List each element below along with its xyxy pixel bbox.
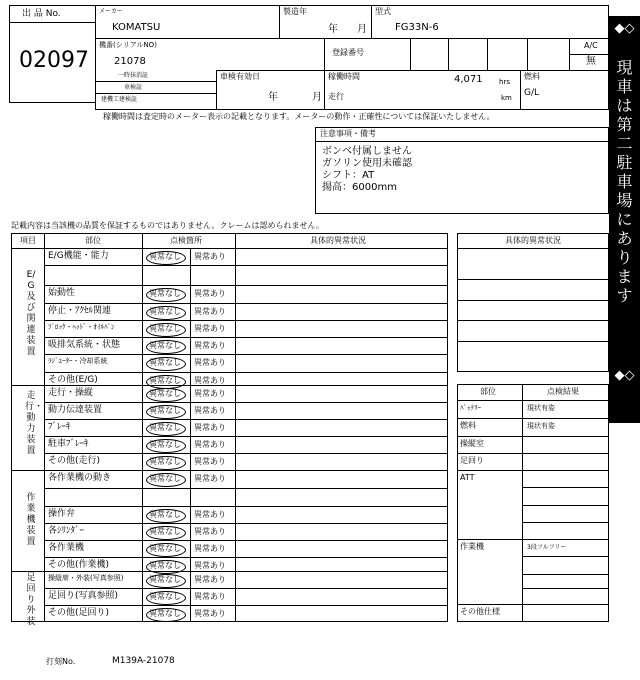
status-ng-label: 異常あり [194, 510, 226, 519]
row-divider [44, 354, 448, 355]
part-label: その他(作業機) [48, 560, 110, 570]
part-result: 現状有姿 [527, 422, 555, 430]
group-divider [11, 571, 448, 572]
status-ng-label: 異常あり [194, 376, 226, 385]
row-divider [44, 557, 448, 558]
row-divider [44, 506, 448, 507]
row-divider [44, 523, 448, 524]
row-divider [44, 337, 448, 338]
status-ok-label: 異常なし [149, 423, 181, 432]
right-table-header: 具体的異常状況 [505, 236, 561, 245]
part-label: E/G機能・能力 [48, 251, 109, 261]
status-ng-label: 異常あり [194, 324, 226, 333]
travel-unit: km [501, 94, 512, 102]
status-ok-label: 異常なし [149, 307, 181, 316]
part-label: 走行・操縦 [48, 388, 94, 398]
status-ng-label: 異常あり [194, 440, 226, 449]
row-divider [44, 605, 448, 606]
col-header-check: 点検箇所 [170, 236, 202, 245]
hours-label: 稼働時間 [328, 72, 360, 81]
part-label: 操作弁 [48, 509, 76, 519]
group-divider [11, 470, 448, 471]
status-ng-label: 異常あり [194, 289, 226, 298]
status-ng-label: 異常あり [194, 592, 226, 601]
status-ng-label: 異常あり [194, 609, 226, 618]
ac-label: A/C [584, 41, 598, 50]
group-divider [11, 248, 448, 249]
status-ng-label: 異常あり [194, 358, 226, 367]
status-ng-label: 異常あり [194, 307, 226, 316]
status-ok-label: 異常なし [149, 440, 181, 449]
status-ok-label: 異常なし [149, 544, 181, 553]
status-ng-label: 異常あり [194, 474, 226, 483]
status-ok-label: 異常なし [149, 592, 181, 601]
fuel-value: G/L [524, 88, 540, 98]
status-ng-label: 異常あり [194, 406, 226, 415]
status-ok-label: 異常なし [149, 527, 181, 536]
status-ok-label: 異常なし [149, 358, 181, 367]
part-label: ﾗｼﾞｴｰﾀｰ・冷却系統 [48, 357, 108, 365]
status-ng-label: 異常あり [194, 341, 226, 350]
fuel-label: 燃料 [524, 72, 540, 81]
status-ng-label: 異常あり [194, 457, 226, 466]
inspection-date-label: 車検有効日 [220, 72, 260, 81]
stamp-value: M139A-21078 [112, 656, 175, 666]
col-header-item: 項目 [20, 236, 36, 245]
col-header-part: 部位 [85, 236, 101, 245]
check-divider [190, 248, 191, 622]
year-label: 製造年 [283, 7, 307, 16]
hours-unit: hrs [499, 78, 510, 86]
maker-value: KOMATSU [112, 22, 161, 33]
row-divider [44, 265, 448, 266]
part-label: その他(E/G) [48, 375, 98, 385]
cert-temporary-label: 一時抹消証 [118, 72, 149, 79]
month-unit: 月 [357, 24, 367, 35]
status-ok-label: 異常なし [149, 324, 181, 333]
hours-notice: 稼働時間は査定時のメーター表示の記載となります。メーターの動作・正確性については保証いたしません。 [103, 112, 495, 121]
part-name: 足回り [460, 456, 484, 465]
location-banner [609, 16, 640, 423]
status-ng-label: 異常あり [194, 575, 226, 584]
cert-construction-label: 建機工建検証 [101, 96, 138, 103]
status-ok-label: 異常なし [149, 406, 181, 415]
inspection-year-unit: 年 [268, 92, 278, 103]
part-label: 始動性 [48, 288, 76, 298]
parts-header-part: 部位 [480, 387, 496, 396]
part-label: その他(足回り) [48, 608, 110, 618]
part-label: 吸排気系統・状態 [48, 340, 121, 350]
notes-line: ガソリン使用未確認 [322, 158, 412, 169]
row-divider [44, 419, 448, 420]
model-value: FG33N-6 [395, 22, 439, 33]
part-name: 燃料 [460, 421, 476, 430]
status-ok-label: 異常なし [149, 389, 181, 398]
status-ng-label: 異常あり [194, 252, 226, 261]
part-result: 現状有姿 [527, 404, 555, 412]
parts-header-result: 点検結果 [547, 387, 579, 396]
row-divider [44, 285, 448, 286]
status-ng-label: 異常あり [194, 423, 226, 432]
disclaimer: 記載内容は当該機の品質を保証するものではありません。クレームは認められません。 [11, 221, 324, 230]
diamond-icon: ◆◇ [614, 368, 635, 383]
status-ok-label: 異常なし [149, 376, 181, 385]
part-label: 各ｼﾘﾝﾀﾞｰ [48, 526, 85, 536]
status-ng-label: 異常あり [194, 389, 226, 398]
group-label-engine: E/G及び関連装置 [26, 270, 36, 357]
part-label: 操縦席・外装(写真参照) [48, 574, 124, 582]
part-label: 足回り(写真参照) [48, 591, 119, 601]
location-text: 現車は第二駐車場にあります [616, 58, 633, 305]
row-divider [44, 588, 448, 589]
registration-label: 登録番号 [332, 48, 364, 57]
status-ok-label: 異常なし [149, 252, 181, 261]
group-divider [11, 385, 448, 386]
stamp-label: 打刻No. [46, 657, 76, 666]
row-divider [44, 303, 448, 304]
row-divider [44, 488, 448, 489]
lot-number: 02097 [19, 48, 89, 73]
row-divider [44, 402, 448, 403]
hours-value: 4,071 [454, 74, 483, 85]
part-label: 停止・ｱｸｾﾙ関連 [48, 306, 112, 316]
status-ok-label: 異常なし [149, 457, 181, 466]
part-name: 作業機 [460, 542, 484, 551]
part-name: ﾊﾞｯﾃﾘｰ [460, 404, 481, 412]
travel-label: 走行 [328, 92, 344, 101]
ac-value: 無 [586, 56, 596, 67]
group-label-work: 作業機装置 [26, 493, 36, 547]
status-ok-label: 異常なし [149, 289, 181, 298]
part-label: 動力伝達装置 [48, 405, 103, 415]
status-ok-label: 異常なし [149, 341, 181, 350]
part-label: その他(走行) [48, 456, 101, 466]
part-label: ﾌﾞﾚｰｷ [48, 422, 71, 432]
col-header-detail: 具体的異常状況 [310, 236, 366, 245]
status-ng-label: 異常あり [194, 544, 226, 553]
group-label-drive: 走行・動力装置 [25, 391, 44, 456]
status-ok-label: 異常なし [149, 510, 181, 519]
status-ok-label: 異常なし [149, 474, 181, 483]
part-result: 3段フルフリー [527, 544, 567, 551]
status-ok-label: 異常なし [149, 561, 181, 570]
group-label-undercarriage: 足回り外装 [26, 573, 36, 627]
inspection-month-unit: 月 [312, 92, 322, 103]
year-unit: 年 [328, 24, 338, 35]
model-label: 型式 [375, 7, 391, 16]
part-name: その他仕様 [460, 607, 500, 616]
lot-number-label: 出 品 No. [22, 9, 61, 19]
part-label: 各作業機の動き [48, 473, 112, 483]
diamond-icon: ◆◇ [614, 21, 635, 36]
part-name: ATT [460, 473, 475, 482]
notes-line: 揚高：6000mm [322, 182, 397, 193]
part-label: 各作業機 [48, 543, 85, 553]
row-divider [44, 436, 448, 437]
part-label: ﾌﾞﾛｯｸ・ﾍｯﾄﾞ・ｵｲﾙﾊﾟﾝ [48, 323, 115, 331]
part-label: 駐車ﾌﾞﾚｰｷ [48, 439, 89, 449]
maker-label: メーカー [99, 8, 123, 15]
row-divider [44, 320, 448, 321]
status-ng-label: 異常あり [194, 561, 226, 570]
status-ng-label: 異常あり [194, 527, 226, 536]
part-name: 操縦室 [460, 439, 484, 448]
row-divider [44, 372, 448, 373]
serial-value: 21078 [114, 56, 146, 67]
status-ok-label: 異常なし [149, 575, 181, 584]
status-ok-label: 異常なし [149, 609, 181, 618]
cert-inspection-label: 車検証 [124, 84, 143, 91]
row-divider [44, 540, 448, 541]
notes-line: ボンベ付属しません [322, 146, 412, 157]
serial-label: 機番(シリアルNO) [99, 41, 157, 49]
row-divider [44, 453, 448, 454]
notes-line: シフト：AT [322, 170, 375, 181]
notes-label: 注意事項・備考 [320, 129, 376, 138]
